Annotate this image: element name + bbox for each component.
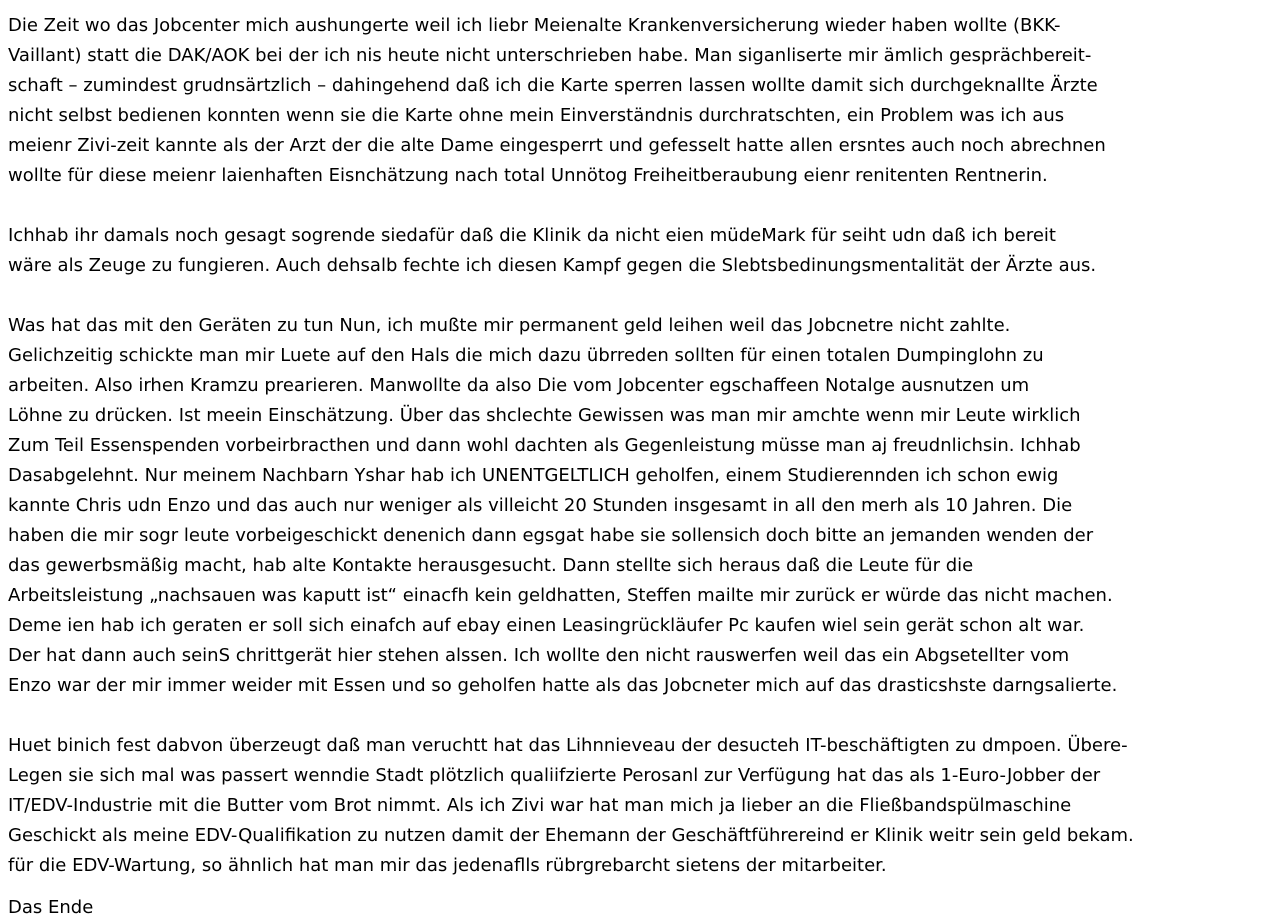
document-text (8, 11, 1258, 911)
paragraph-2 (8, 221, 1258, 281)
cutoff-text-line (8, 893, 1258, 918)
text-line: Ichhab ihr damals noch gesagt sogrende siedafür daß die Klinik da nicht eien müdeMark für seiht udn daß ich bereit (8, 225, 1056, 246)
text-line: Gelichzeitig schickte man mir Luete auf den Hals die mich dazu übrreden sollten für einen totalen Dumpinglohn zu (8, 345, 1044, 366)
text-line: wäre als Zeuge zu fungieren. Auch dehsalb fechte ich diesen Kampf gegen die Slebtsbedinungsmentalität der Ärzte aus. (8, 255, 1097, 276)
text-line: Huet binich fest dabvon überzeugt daß man veruchtt hat das Lihnnieveau der desucteh IT-beschäftigten zu dmpoen. Übere- (8, 735, 1128, 756)
text-line: Arbeitsleistung „nachsauen was kaputt ist“ einacfh kein geldhatten, Steffen mailte mir zurück er würde das nicht machen. (8, 585, 1113, 606)
text-line: schaft – zumindest grudnsärtzlich – dahingehend daß ich die Karte sperren lassen wollte damit sich durchgeknallte Ärzte (8, 75, 1098, 96)
text-line: das gewerbsmäßig macht, hab alte Kontakte herausgesucht. Dann stellte sich heraus daß die Leute für die (8, 555, 974, 576)
text-line: Zum Teil Essenspenden vorbeirbracthen und dann wohl dachten als Gegenleistung müsse man aj freudnlichsin. Ichhab (8, 435, 1081, 456)
text-line: Dasabgelehnt. Nur meinem Nachbarn Yshar hab ich UNENTGELTLICH geholfen, einem Studierennden ich schon ewig (8, 465, 1059, 486)
paragraph-3 (8, 311, 1258, 701)
text-line: für die EDV-Wartung, so ähnlich hat man mir das jedenaflls rübrgrebarcht sietens der mitarbeiter. (8, 855, 887, 876)
text-line: Die Zeit wo das Jobcenter mich aushungerte weil ich liebr Meienalte Krankenversicherung wieder haben wollte (BKK- (8, 15, 1061, 36)
text-line: Enzo war der mir immer weider mit Essen und so geholfen hatte als das Jobcneter mich auf das drasticshste darngsalierte. (8, 675, 1118, 696)
text-line: arbeiten. Also irhen Kramzu prearieren. Manwollte da also Die vom Jobcenter egschaffeen Notalge ausnutzen um (8, 375, 1030, 396)
text-line: Vaillant) statt die DAK/AOK bei der ich nis heute nicht unterschrieben habe. Man siganliserte mir ämlich gesprächbereit- (8, 45, 1092, 66)
text-line: Löhne zu drücken. Ist meein Einschätzung. Über das shclechte Gewissen was man mir amchte wenn mir Leute wirklich (8, 405, 1081, 426)
text-line: Was hat das mit den Geräten zu tun Nun, ich mußte mir permanent geld leihen weil das Jobcnetre nicht zahlte. (8, 315, 1011, 336)
text-line: wollte für diese meienr laienhaften Eisnchätzung nach total Unnötog Freiheitberaubung eienr renitenten Rentnerin. (8, 165, 1048, 186)
text-line: haben die mir sogr leute vorbeigeschickt denenich dann egsgat habe sie sollensich doch bitte an jemanden wenden der (8, 525, 1094, 546)
paragraph-4 (8, 731, 1258, 881)
text-line: Geschickt als meine EDV-Qualifikation zu nutzen damit der Ehemann der Geschäftführereind er Klinik weitr sein geld bekam. (8, 825, 1134, 846)
text-line: Das Ende (8, 897, 94, 918)
text-line: meienr Zivi-zeit kannte als der Arzt der die alte Dame eingesperrt und gefesselt hatte allen ersntes auch noch abrechnen (8, 135, 1106, 156)
text-line: IT/EDV-Industrie mit die Butter vom Brot nimmt. Als ich Zivi war hat man mich ja lieber an die Fließbandspülmaschine (8, 795, 1072, 816)
text-line: kannte Chris udn Enzo und das auch nur weniger als villeicht 20 Stunden insgesamt in all den merh als 10 Jahren. Die (8, 495, 1073, 516)
paragraph-1 (8, 11, 1258, 191)
text-line: nicht selbst bedienen konnten wenn sie die Karte ohne mein Einverständnis durchratschten, ein Problem was ich aus (8, 105, 1065, 126)
text-line: Deme ien hab ich geraten er soll sich einafch auf ebay einen Leasingrückläufer Pc kaufen wiel sein gerät schon alt war. (8, 615, 1085, 636)
text-line: Der hat dann auch seinS chrittgerät hier stehen alssen. Ich wollte den nicht rauswerfen weil das ein Abgsetellter vom (8, 645, 1070, 666)
text-line: Legen sie sich mal was passert wenndie Stadt plötzlich qualiifzierte Perosanl zur Verfügung hat das als 1-Euro-Jobber der (8, 765, 1101, 786)
